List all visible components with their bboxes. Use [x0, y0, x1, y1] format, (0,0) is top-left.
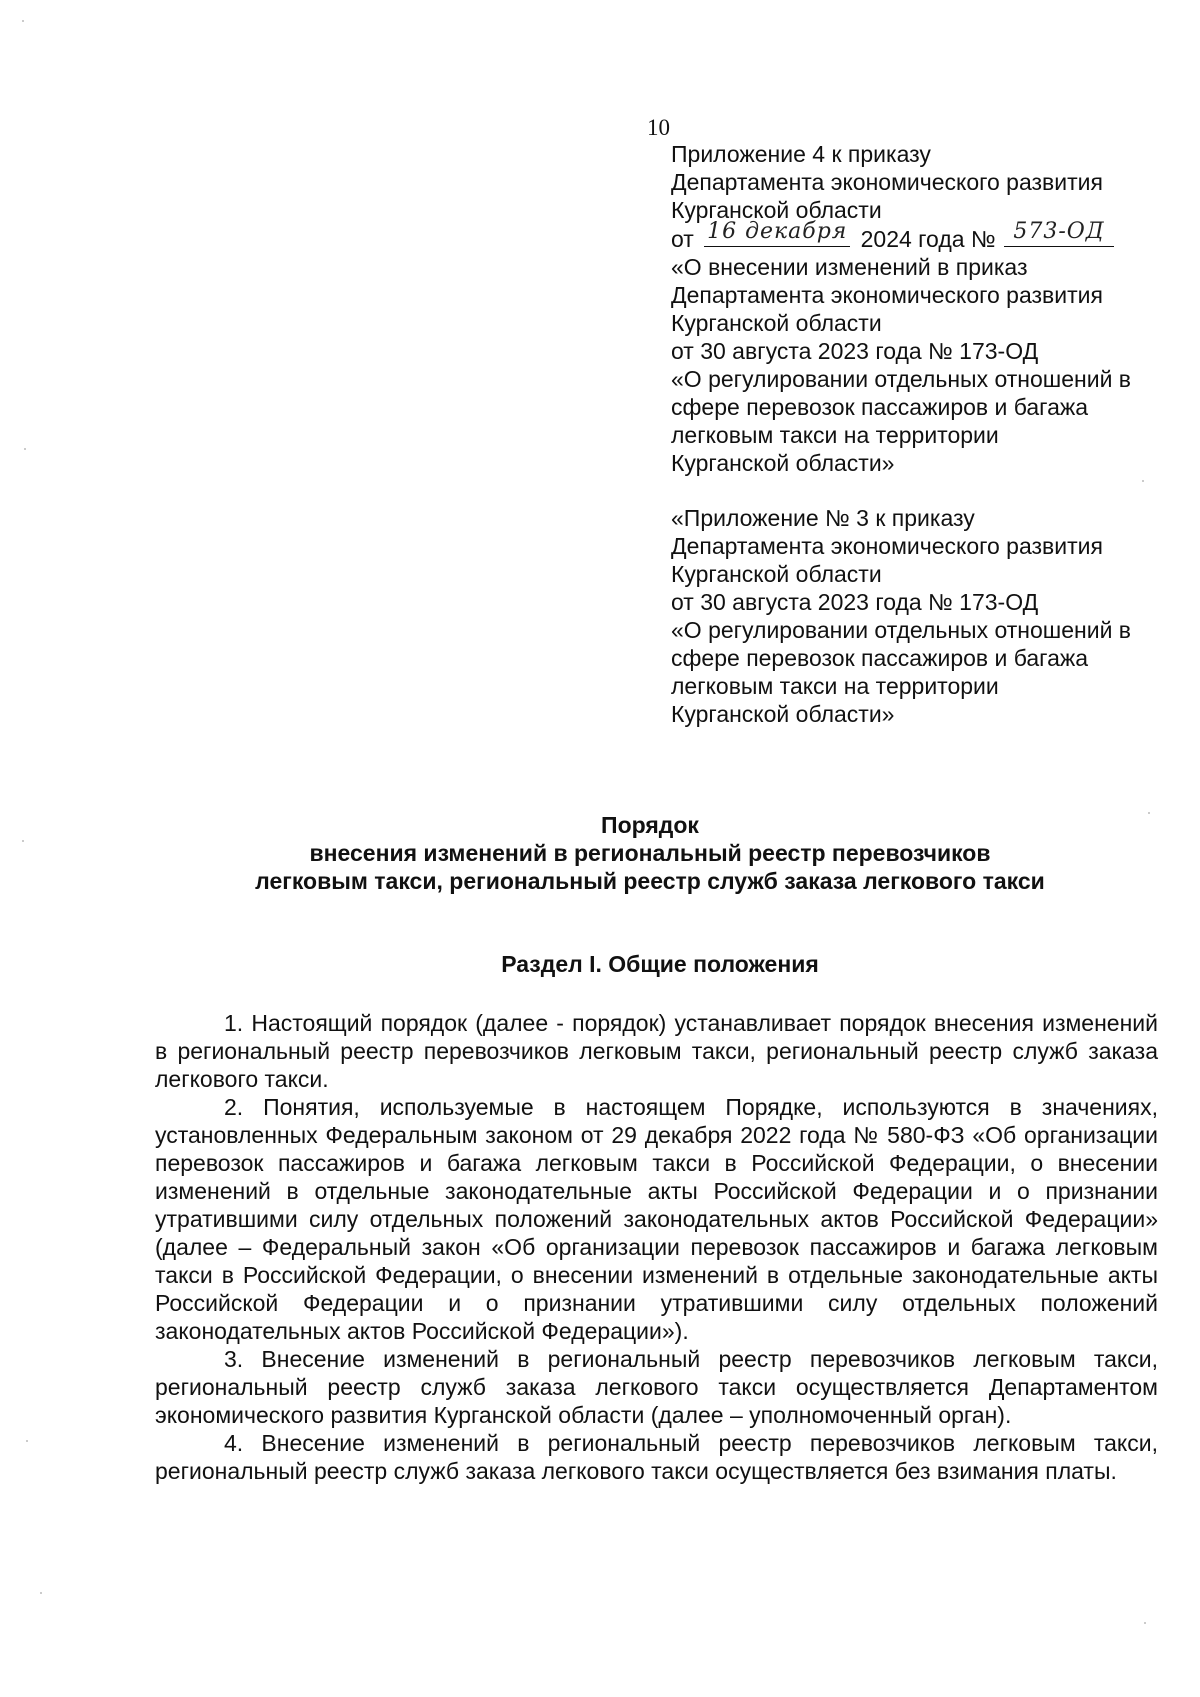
approval-line: Курганской области: [671, 310, 882, 336]
appendix-line: «О регулировании отдельных отношений в: [671, 617, 1132, 643]
approval-line: сфере перевозок пассажиров и багажа: [671, 394, 1089, 420]
scan-speck: [24, 448, 26, 450]
date-fill-field: [704, 219, 850, 247]
scan-speck: [1142, 480, 1144, 482]
scan-speck: [40, 1592, 42, 1594]
appendix-line: легковым такси на территории: [671, 673, 999, 699]
handwritten-number: 573-ОД: [1013, 219, 1105, 244]
paragraph: 4. Внесение изменений в региональный реестр перевозчиков легковым такси, региональный реестр служб заказа легкового такси осуществляется без взимания платы.: [155, 1430, 1158, 1484]
scan-speck: [1148, 812, 1150, 814]
approval-line: легковым такси на территории: [671, 422, 999, 448]
appendix-line: Курганской области: [671, 561, 882, 587]
approval-line: от 30 августа 2023 года № 173-ОД: [671, 338, 1039, 364]
scan-speck: [22, 840, 24, 842]
approval-line: «О регулировании отдельных отношений в: [671, 366, 1132, 392]
title-line: внесения изменений в региональный реестр перевозчиков: [309, 840, 991, 866]
scan-speck: [22, 20, 24, 22]
approval-line: Приложение 4 к приказу: [671, 141, 931, 167]
approval-line: Департамента экономического развития: [671, 282, 1103, 308]
document-title: [150, 811, 1150, 895]
appendix-line: «Приложение № 3 к приказу: [671, 505, 975, 531]
paragraph: 1. Настоящий порядок (далее - порядок) устанавливает порядок внесения изменений в региональный реестр перевозчиков легковым такси, региональный реестр служб заказа легкового такси.: [155, 1010, 1158, 1092]
approval-line: Курганской области»: [671, 450, 895, 476]
number-fill-field: [1004, 219, 1114, 247]
approval-date-line: [671, 219, 1191, 253]
previous-appendix-header: [671, 504, 1191, 728]
approval-line: Департамента экономического развития: [671, 169, 1103, 195]
scan-speck: [1144, 1622, 1146, 1624]
date-prefix: от: [671, 226, 694, 252]
title-line: легковым такси, региональный реестр служб заказа легкового такси: [255, 868, 1045, 894]
appendix-line: Курганской области»: [671, 701, 895, 727]
handwritten-date: 16 декабря: [707, 219, 848, 244]
approval-header: [671, 140, 1191, 477]
appendix-line: от 30 августа 2023 года № 173-ОД: [671, 589, 1039, 615]
section-heading: Раздел I. Общие положения: [501, 951, 819, 977]
appendix-line: Департамента экономического развития: [671, 533, 1103, 559]
appendix-line: сфере перевозок пассажиров и багажа: [671, 645, 1089, 671]
year-text: 2024 года №: [860, 226, 996, 252]
scan-speck: [26, 1440, 28, 1442]
title-line: Порядок: [601, 812, 699, 838]
paragraph: 2. Понятия, используемые в настоящем Порядке, используются в значениях, установленных Федеральным законом от 29 декабря 2022 года № 580-ФЗ «Об организации перевозок пассажиров и багажа легковым такси в Российской Федерации, о внесении изменений в отдельные законодательные акты Российской Федерации и о признании утратившими силу отдельных положений законодательных актов Российской Федерации» (далее – Федеральный закон «Об организации перевозок пассажиров и багажа легковым такси в Российской Федерации, о внесении изменений в отдельные законодательные акты Российской Федерации и о признании утратившими силу отдельных положений законодательных актов Российской Федерации»).: [155, 1094, 1158, 1344]
page-number: 10: [647, 115, 670, 140]
paragraph: 3. Внесение изменений в региональный реестр перевозчиков легковым такси, региональный реестр служб заказа легкового такси осуществляется Департаментом экономического развития Курганской области (далее – уполномоченный орган).: [155, 1346, 1158, 1428]
approval-line: «О внесении изменений в приказ: [671, 254, 1028, 280]
approval-line: Курганской области: [671, 197, 882, 223]
body-paragraphs: [155, 1009, 1158, 1485]
